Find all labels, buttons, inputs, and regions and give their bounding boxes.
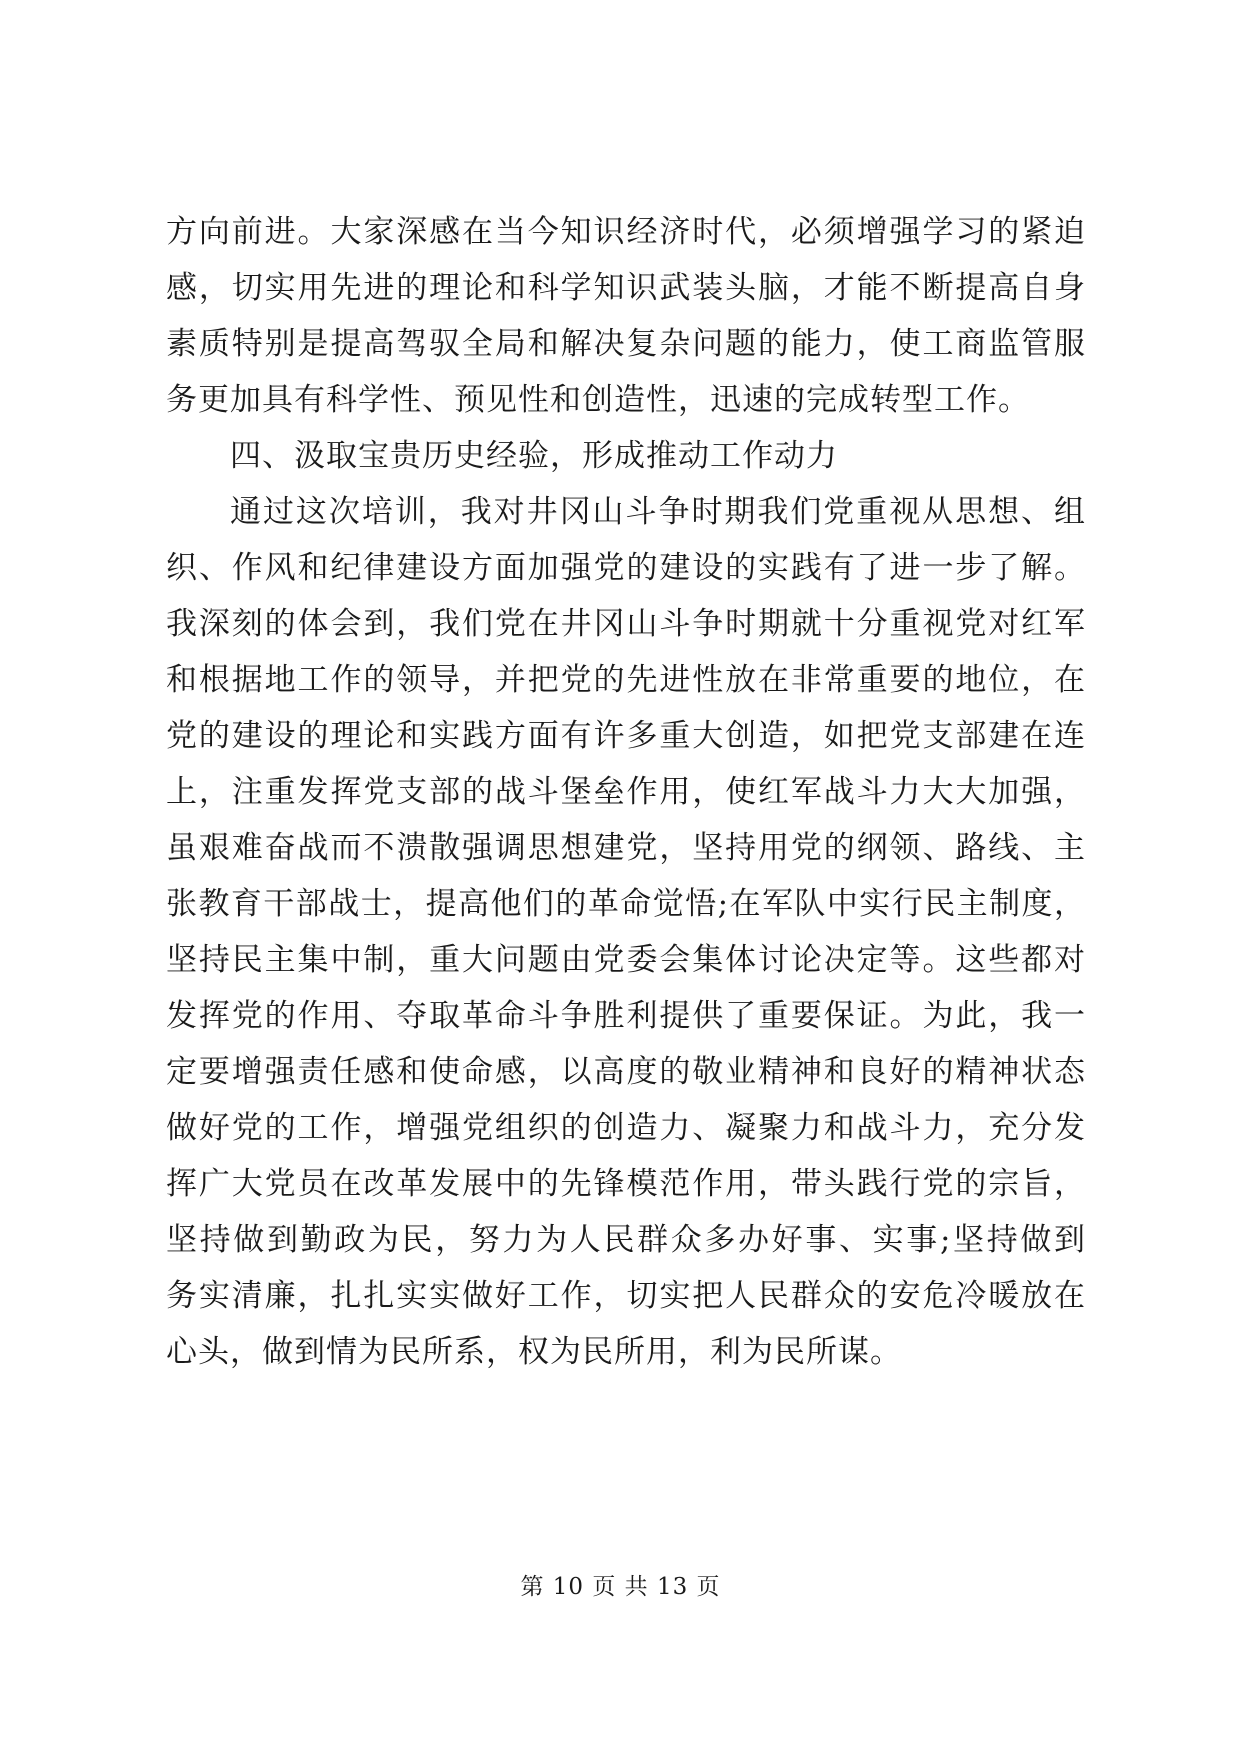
body-text-line: 务实清廉，扎扎实实做好工作，切实把人民群众的安危冷暖放在 [166, 1278, 1086, 1314]
body-text-line: 坚持民主集中制，重大问题由党委会集体讨论决定等。这些都对 [166, 942, 1086, 978]
body-text-line: 素质特别是提高驾驭全局和解决复杂问题的能力，使工商监管服 [166, 326, 1086, 362]
body-text-line: 张教育干部战士，提高他们的革命觉悟;在军队中实行民主制度， [166, 886, 1086, 922]
body-text-line: 通过这次培训，我对井冈山斗争时期我们党重视从思想、组 [230, 494, 1086, 530]
body-text-line: 心头，做到情为民所系，权为民所用，利为民所谋。 [166, 1334, 902, 1370]
section-heading: 四、汲取宝贵历史经验，形成推动工作动力 [230, 438, 838, 474]
body-text-line: 务更加具有科学性、预见性和创造性，迅速的完成转型工作。 [166, 382, 1030, 418]
body-text-line: 我深刻的体会到，我们党在井冈山斗争时期就十分重视党对红军 [166, 606, 1086, 642]
body-text-line: 感，切实用先进的理论和科学知识武装头脑，才能不断提高自身 [166, 270, 1086, 306]
body-text-line: 方向前进。大家深感在当今知识经济时代，必须增强学习的紧迫 [166, 214, 1086, 250]
body-text-line: 发挥党的作用、夺取革命斗争胜利提供了重要保证。为此，我一 [166, 998, 1086, 1034]
body-text-line: 虽艰难奋战而不溃散强调思想建党，坚持用党的纲领、路线、主 [166, 830, 1086, 866]
body-text-line: 党的建设的理论和实践方面有许多重大创造，如把党支部建在连 [166, 718, 1086, 754]
body-text-line: 做好党的工作，增强党组织的创造力、凝聚力和战斗力，充分发 [166, 1110, 1086, 1146]
page-number-footer: 第 10 页 共 13 页 [520, 1574, 721, 1600]
body-text-line: 上，注重发挥党支部的战斗堡垒作用，使红军战斗力大大加强， [166, 774, 1086, 810]
body-text-line: 定要增强责任感和使命感，以高度的敬业精神和良好的精神状态 [166, 1054, 1086, 1090]
body-text-line: 和根据地工作的领导，并把党的先进性放在非常重要的地位，在 [166, 662, 1086, 698]
body-text-line: 挥广大党员在改革发展中的先锋模范作用，带头践行党的宗旨， [166, 1166, 1086, 1202]
body-text-line: 织、作风和纪律建设方面加强党的建设的实践有了进一步了解。 [166, 550, 1086, 586]
body-text-line: 坚持做到勤政为民，努力为人民群众多办好事、实事;坚持做到 [166, 1222, 1086, 1258]
